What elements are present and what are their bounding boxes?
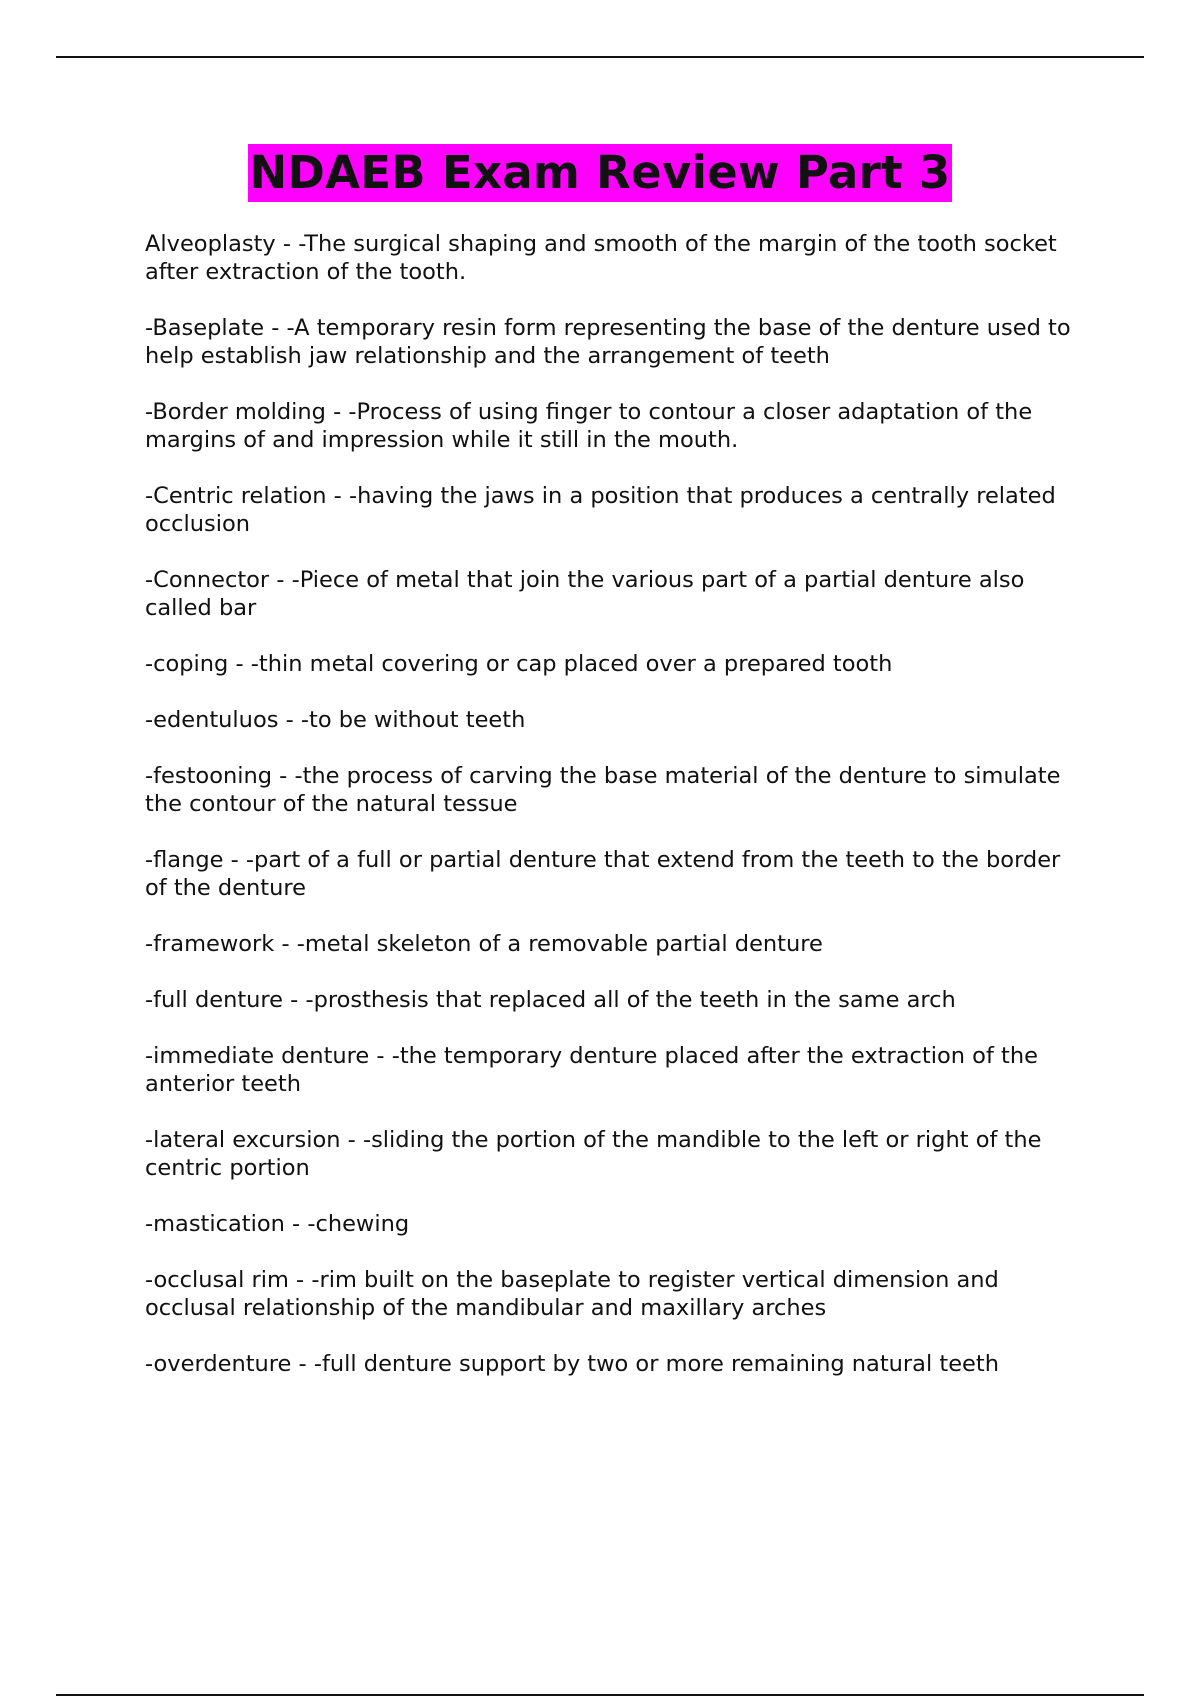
entry-term: Alveoplasty — [145, 231, 276, 257]
entry-separator: - — [340, 1127, 363, 1153]
entry-definition: -prosthesis that replaced all of the teeth in the same arch — [305, 987, 956, 1013]
entry-definition: -thin metal covering or cap placed over a prepared tooth — [250, 651, 893, 677]
entry-definition: -chewing — [307, 1211, 410, 1237]
glossary-entry — [145, 1350, 1085, 1378]
glossary-entry — [145, 650, 1085, 678]
entry-definition: -The surgical shaping and smooth of the margin of the tooth socket after extraction of the tooth. — [145, 231, 1057, 285]
entry-term: -edentuluos — [145, 707, 279, 733]
entry-separator: - — [269, 567, 292, 593]
entry-term: -Border molding — [145, 399, 326, 425]
glossary-entry — [145, 846, 1085, 902]
glossary-entry — [145, 566, 1085, 622]
entry-term: -flange — [145, 847, 224, 873]
entry-definition: -the temporary denture placed after the extraction of the anterior teeth — [145, 1043, 1038, 1097]
entry-separator: - — [275, 231, 299, 257]
entry-definition: -sliding the portion of the mandible to the left or right of the centric portion — [145, 1127, 1042, 1181]
glossary-entry — [145, 482, 1085, 538]
entry-term: -full denture — [145, 987, 284, 1013]
glossary-entry — [145, 1266, 1085, 1322]
glossary-entry — [145, 1210, 1085, 1238]
entry-separator: - — [283, 987, 306, 1013]
entry-separator: - — [278, 707, 301, 733]
glossary-entry — [145, 230, 1085, 286]
entry-term: -Baseplate — [145, 315, 265, 341]
entry-definition: -Piece of metal that join the various part of a partial denture also called bar — [145, 567, 1025, 621]
bottom-divider — [56, 1694, 1144, 1696]
glossary-entry — [145, 314, 1085, 370]
entry-definition: -rim built on the baseplate to register vertical dimension and occlusal relationship of the mandibular and maxillary arches — [145, 1267, 999, 1321]
entry-term: -framework — [145, 931, 275, 957]
entry-definition: -the process of carving the base material of the denture to simulate the contour of the natural tessue — [145, 763, 1061, 817]
top-divider — [56, 56, 1144, 58]
entry-separator: - — [228, 651, 251, 677]
entry-definition: -A temporary resin form representing the base of the denture used to help establish jaw relationship and the arrangement of teeth — [145, 315, 1071, 369]
glossary-entry — [145, 1126, 1085, 1182]
entry-separator: - — [326, 483, 349, 509]
entry-term: -coping — [145, 651, 229, 677]
entry-term: -Centric relation — [145, 483, 327, 509]
entry-definition: -Process of using finger to contour a closer adaptation of the margins of and impression while it still in the mouth. — [145, 399, 1033, 453]
entry-term: -immediate denture — [145, 1043, 370, 1069]
entry-definition: -metal skeleton of a removable partial denture — [296, 931, 823, 957]
entry-definition: -part of a full or partial denture that extend from the teeth to the border of the denture — [145, 847, 1061, 901]
entry-term: -occlusal rim — [145, 1267, 289, 1293]
entry-definition: -to be without teeth — [300, 707, 526, 733]
entry-term: -Connector — [145, 567, 270, 593]
glossary-entry — [145, 706, 1085, 734]
entry-separator: - — [291, 1351, 314, 1377]
entry-separator: - — [369, 1043, 392, 1069]
glossary-entry — [145, 930, 1085, 958]
entry-separator: - — [325, 399, 349, 425]
entry-separator: - — [274, 931, 297, 957]
entry-term: -mastication — [145, 1211, 285, 1237]
glossary-entry — [145, 398, 1085, 454]
entry-separator: - — [272, 763, 295, 789]
glossary-list — [145, 230, 1085, 1406]
entry-definition: -full denture support by two or more remaining natural teeth — [313, 1351, 999, 1377]
entry-term: -overdenture — [145, 1351, 292, 1377]
glossary-entry — [145, 1042, 1085, 1098]
title-container — [0, 144, 1200, 202]
page-title: NDAEB Exam Review Part 3 — [248, 144, 953, 202]
entry-separator: - — [288, 1267, 312, 1293]
entry-separator: - — [284, 1211, 308, 1237]
entry-term: -lateral excursion — [145, 1127, 341, 1153]
glossary-entry — [145, 762, 1085, 818]
entry-definition: -having the jaws in a position that produces a centrally related occlusion — [145, 483, 1056, 537]
entry-separator: - — [223, 847, 246, 873]
glossary-entry — [145, 986, 1085, 1014]
entry-separator: - — [264, 315, 287, 341]
entry-term: -festooning — [145, 763, 273, 789]
